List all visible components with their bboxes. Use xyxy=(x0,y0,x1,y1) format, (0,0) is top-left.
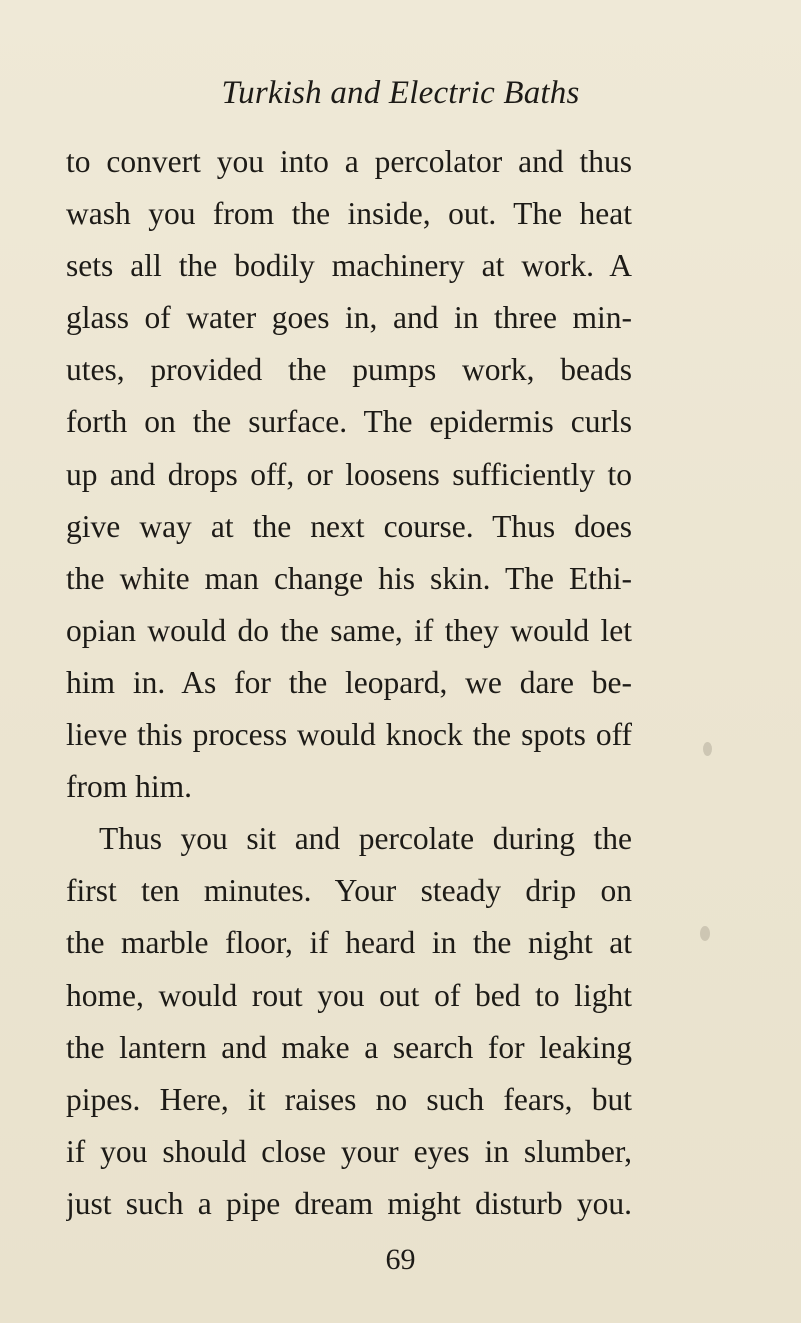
text-line: if you should close your eyes in slumber, xyxy=(66,1133,632,1169)
text-line: him in. As for the leopard, we dare be- xyxy=(66,664,632,700)
text-line: from him. xyxy=(66,769,192,805)
text-line: home, would rout you out of bed to light xyxy=(66,977,632,1013)
text-line: just such a pipe dream might disturb you. xyxy=(66,1185,632,1221)
text-line: pipes. Here, it raises no such fears, but xyxy=(66,1081,632,1117)
text-line: wash you from the inside, out. The heat xyxy=(66,196,632,232)
text-line: give way at the next course. Thus does xyxy=(66,508,632,544)
text-line: Thus you sit and percolate during the xyxy=(99,821,632,857)
text-line: sets all the bodily machinery at work. A xyxy=(66,248,632,284)
paragraph-1 xyxy=(66,140,632,817)
text-line: the white man change his skin. The Ethi- xyxy=(66,560,632,596)
text-line: first ten minutes. Your steady drip on xyxy=(66,873,632,909)
text-line: up and drops off, or loosens sufficiently to xyxy=(66,456,632,492)
paper-speck xyxy=(700,926,710,941)
text-line: lieve this process would knock the spots off xyxy=(66,717,632,753)
paragraph-2 xyxy=(66,817,632,1234)
text-line: opian would do the same, if they would let xyxy=(66,612,632,648)
paper-speck xyxy=(703,742,712,756)
text-line: to convert you into a percolator and thus xyxy=(66,144,632,179)
body-text xyxy=(66,140,632,1234)
text-line: utes, provided the pumps work, beads xyxy=(66,352,632,388)
page-number: 69 xyxy=(385,1243,416,1276)
text-line: glass of water goes in, and in three min- xyxy=(66,300,632,336)
text-line: forth on the surface. The epidermis curls xyxy=(66,404,632,440)
text-line: the lantern and make a search for leaking xyxy=(66,1029,632,1065)
text-line: the marble floor, if heard in the night at xyxy=(66,925,632,961)
running-head: Turkish and Electric Baths xyxy=(221,75,580,111)
